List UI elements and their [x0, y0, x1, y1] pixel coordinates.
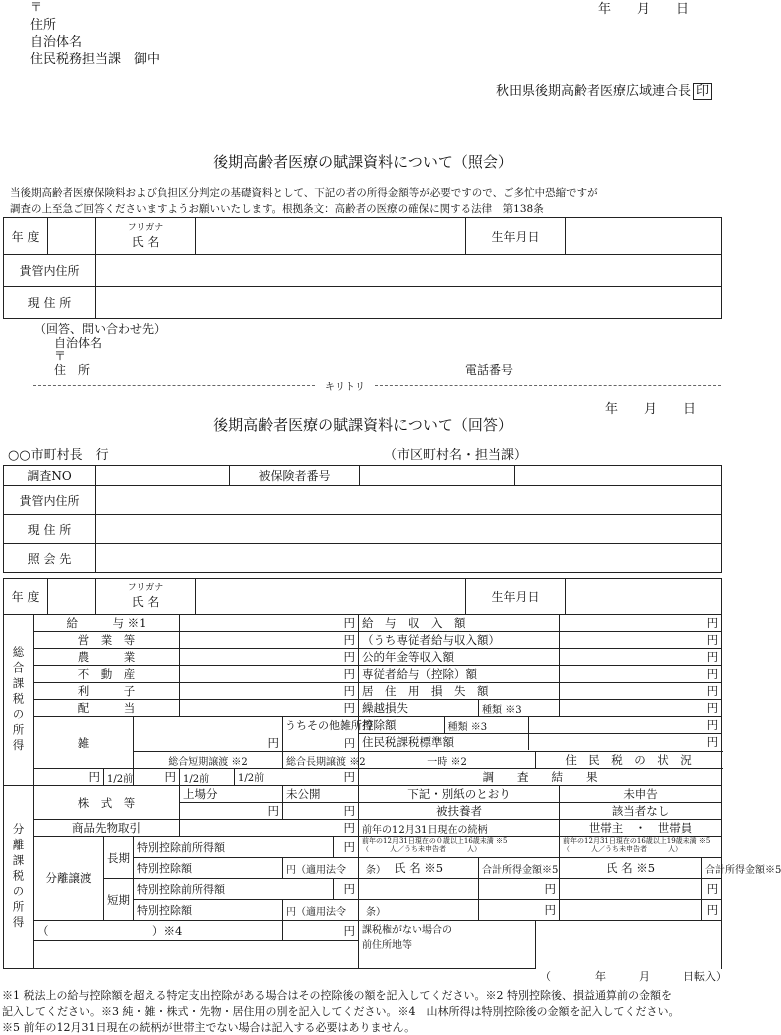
answer-from: （市区町村名・担当課）: [384, 448, 528, 463]
insured-no-label: 被保険者番号: [230, 466, 360, 486]
agriculture-label: 農 業: [34, 649, 180, 666]
salary-income-value[interactable]: 円: [560, 615, 722, 632]
temporary-value[interactable]: 円: [343, 770, 356, 784]
answer-furigana-label: フリガナ: [127, 583, 164, 593]
inquiry-birth-label: 生年月日: [466, 218, 566, 255]
tax-base-label: 住民税課税標準額: [359, 734, 528, 751]
deduction-kind-label: 種類 ※3: [444, 717, 528, 734]
under16-label: 前年の12月31日現在の０歳以上16歳未満 ※5: [362, 837, 508, 845]
interest-label: 利 子: [34, 683, 180, 700]
short-transfer-value[interactable]: 円: [34, 769, 104, 786]
long-transfer-label: 総合長期譲渡 ※2: [283, 752, 359, 769]
total-income5-label-2: 合計所得金額※5: [702, 858, 722, 879]
agriculture-value[interactable]: 円: [180, 649, 359, 666]
salary-value[interactable]: 円: [180, 615, 359, 632]
insured-no-field[interactable]: [360, 466, 515, 486]
inquiry-body-1: 当後期高齢者医療保険料および負担区分判定の基礎資料として、下記の者の所得金額等が必要ですので、ご多忙中恐縮ですが: [10, 187, 598, 199]
contact-postal: 〒: [54, 349, 67, 363]
name5-field-1[interactable]: [359, 879, 479, 900]
address-label: 住所: [30, 18, 57, 33]
tax-status-label: 住 民 税 の 状 況: [536, 752, 722, 769]
misc-other-label: うちその他雑所得: [285, 719, 374, 732]
answer-current-address-field[interactable]: [96, 515, 722, 544]
comprehensive-section-label: 総合課税の所得: [4, 615, 34, 786]
temporary-cell: [235, 769, 359, 786]
empty-bottom-left: [34, 941, 359, 969]
transfer-label: 分離譲渡: [34, 837, 104, 921]
top-date: 年 月 日: [598, 2, 690, 17]
answer-name-table: [3, 578, 722, 615]
contact-heading: （回答、問い合わせ先）: [34, 322, 167, 336]
moved-in-date[interactable]: （ 年 月 日転入）: [540, 970, 727, 983]
contact-phone: 電話番号: [465, 363, 514, 377]
real-estate-label: 不 動 産: [34, 666, 180, 683]
deduction-base-subtable: [359, 717, 721, 750]
carryover-loss-value[interactable]: 円: [560, 700, 722, 717]
survey-result-label: 調 査 結 果: [359, 769, 722, 786]
long-half-label: 1/2前: [180, 769, 235, 786]
answer-year-field[interactable]: [48, 579, 96, 615]
business-label: 営 業 等: [34, 632, 180, 649]
total-income5-value-3[interactable]: 円: [479, 900, 560, 921]
contact-address: 住 所: [54, 363, 91, 377]
carryover-kind-label: 種類 ※3: [479, 700, 560, 717]
unlisted-value[interactable]: 円: [283, 803, 359, 820]
inquiry-year-field[interactable]: [48, 218, 96, 255]
misc-value[interactable]: 円: [134, 717, 283, 752]
survey-no-label: 調査NO: [4, 466, 96, 486]
temporary-half-label: 1/2前: [238, 773, 265, 784]
answer-current-address-label: 現 住 所: [4, 515, 96, 544]
answer-birth-label: 生年月日: [466, 579, 566, 615]
listed-value[interactable]: 円: [180, 803, 283, 820]
long-before-special-label: 特別控除前所得額: [134, 837, 334, 858]
dividend-label: 配 当: [34, 700, 180, 717]
deduction-amount-label: 控除額: [359, 717, 444, 734]
cut-line-right: [375, 385, 721, 386]
misc-other-value[interactable]: 円: [344, 737, 356, 750]
family-salary-income-label: （うち専従者給与収入額）: [359, 632, 560, 649]
business-value[interactable]: 円: [180, 632, 359, 649]
insured-no-extra[interactable]: [515, 466, 722, 486]
answer-title: 後期高齢者医療の賦課資料について（回答）: [213, 416, 513, 434]
inquiry-current-address-field[interactable]: [96, 287, 722, 319]
answer-name-field[interactable]: [196, 579, 466, 615]
cut-label: キリトリ: [325, 382, 365, 393]
over16-count[interactable]: （ 人／うち未申告者 人）: [563, 845, 683, 853]
deduction-amount-value[interactable]: 円: [528, 717, 721, 734]
cut-line-left: [33, 385, 315, 386]
under16-cell[interactable]: [359, 837, 560, 858]
short-term-label: 短期: [104, 879, 134, 921]
public-pension-value[interactable]: 円: [560, 649, 722, 666]
answer-to: ○○市町村長 行: [8, 448, 109, 463]
income-table: [3, 614, 781, 969]
short-special-label: 特別控除額: [134, 900, 283, 921]
unlisted-label: 未公開: [283, 786, 359, 803]
stocks-label: 株 式 等: [34, 786, 180, 820]
residential-loss-value[interactable]: 円: [560, 683, 722, 700]
misc-label: 雑: [34, 717, 134, 769]
real-estate-value[interactable]: 円: [180, 666, 359, 683]
interest-value[interactable]: 円: [180, 683, 359, 700]
long-special-label: 特別控除額: [134, 858, 283, 879]
note-1: ※1 税法上の給与控除額を超える特定支出控除がある場合はその控除後の額を記入してください。※2 特別控除後、損益通算前の金額を: [2, 989, 672, 1002]
inquiry-year-label: 年 度: [4, 218, 48, 255]
listed-label: 上場分: [180, 786, 283, 803]
prev-address-label-2: 前住所地等: [362, 940, 413, 951]
name5-field-2[interactable]: [560, 879, 702, 900]
answer-header-table: [3, 465, 722, 573]
dept-label: 住民税務担当課 御中: [30, 52, 161, 67]
deduction-base-cell: [359, 717, 722, 752]
answer-year-label: 年 度: [4, 579, 48, 615]
inquiry-name-label: フリガナ 氏 名: [96, 218, 196, 255]
name5-label-2: 氏 名 ※5: [560, 858, 702, 879]
answer-birth-field[interactable]: [566, 579, 722, 615]
contact-municipality: 自治体名: [54, 336, 103, 350]
long-transfer-value[interactable]: 円: [134, 769, 180, 786]
seal-mark: 印: [693, 83, 712, 100]
public-pension-label: 公的年金等収入額: [359, 649, 560, 666]
temporary-label: 一時 ※2: [359, 752, 536, 769]
short-before-special-label: 特別控除前所得額: [134, 879, 334, 900]
answer-date: 年 月 日: [605, 402, 697, 417]
inquiry-name-field[interactable]: [196, 218, 466, 255]
total-income5-value-4[interactable]: 円: [702, 900, 722, 921]
survey-no-field[interactable]: [96, 466, 230, 486]
futures-label: 商品先物取引: [34, 820, 180, 837]
misc-other-cell[interactable]: [283, 717, 374, 752]
family-salary-deduction-label: 専従者給与（控除）額: [359, 666, 560, 683]
futures-value[interactable]: 円: [180, 820, 359, 837]
sender-name: [496, 80, 712, 99]
tax-base-value[interactable]: 円: [706, 735, 719, 749]
salary-label: 給 与 ※1: [34, 615, 180, 632]
residential-loss-label: 居 住 用 損 失 額: [359, 683, 560, 700]
prev-address-label: 課税権がない場合の: [362, 925, 453, 936]
family-salary-income-value[interactable]: 円: [560, 632, 722, 649]
inquiry-current-address-label: 現 住 所: [4, 287, 96, 319]
reference-field[interactable]: [96, 544, 722, 573]
not-applicable-label: 該当者なし: [560, 803, 722, 820]
short-transfer-label: 総合短期譲渡 ※2: [134, 752, 283, 769]
long-before-special-value[interactable]: 円: [334, 837, 359, 858]
total-income5-label-1: 合計所得金額※5: [479, 858, 560, 879]
answer-jurisdiction-label: 貴管内住所: [4, 486, 96, 515]
inquiry-table: [3, 217, 722, 319]
short-before-special-value[interactable]: 円: [334, 879, 359, 900]
separate-section-label: 分離課税の所得: [4, 786, 34, 969]
postal-mark: 〒: [30, 0, 43, 14]
long-term-label: 長期: [104, 837, 134, 879]
relation-label: 前年の12月31日現在の続柄: [359, 820, 560, 837]
dependent-label: 被扶養者: [359, 803, 560, 820]
under16-count[interactable]: （ 人／うち未申告者 人）: [362, 845, 482, 853]
note-3: ※5 前年の12月31日現在の続柄が世帯主でない場合は記入する必要はありません。: [2, 1021, 416, 1034]
other4-label: （ ）※4: [34, 921, 283, 941]
inquiry-birth-field[interactable]: [566, 218, 722, 255]
short-half-label: 1/2前: [104, 769, 134, 786]
municipality-label: 自治体名: [30, 35, 83, 50]
carryover-loss-label: 繰越損失: [359, 700, 479, 717]
dividend-value[interactable]: 円: [180, 700, 359, 717]
not-filed-label: 未申告: [560, 786, 722, 803]
inquiry-body-2: 調査の上至急ご回答くださいますようお願いいたします。根拠条文：高齢者の医療の確保に関する法律 第138条: [10, 203, 544, 215]
relation-value[interactable]: 世帯主 ・ 世帯員: [560, 820, 722, 837]
sender-label: 秋田県後期高齢者医療広域連合長: [496, 84, 692, 99]
other4-value[interactable]: 円: [283, 921, 359, 941]
over16-label: 前年の12月31日現在の16歳以上19歳未満 ※5: [563, 837, 711, 845]
per-attached-label: 下記・別紙のとおり: [359, 786, 560, 803]
family-salary-deduction-value[interactable]: 円: [560, 666, 722, 683]
answer-jurisdiction-field[interactable]: [96, 486, 722, 515]
over16-cell[interactable]: [560, 837, 722, 858]
inquiry-furigana-label: フリガナ: [127, 222, 164, 233]
total-income5-value-1[interactable]: 円: [479, 879, 560, 900]
total-income5-value-2[interactable]: 円: [702, 879, 722, 900]
inquiry-jurisdiction-field[interactable]: [96, 255, 722, 287]
salary-income-label: 給 与 収 入 額: [359, 615, 560, 632]
answer-name-label: フリガナ 氏 名: [96, 579, 196, 615]
short-special-value[interactable]: 円（適用法令 条）: [283, 900, 359, 921]
inquiry-title: 後期高齢者医療の賦課資料について（照会）: [213, 153, 513, 171]
prev-address-cell: [359, 921, 536, 969]
prev-address-field[interactable]: [536, 921, 722, 969]
name5-label-1: 氏 名 ※5: [359, 858, 479, 879]
long-special-value[interactable]: 円（適用法令 条）: [283, 858, 359, 879]
name5-field-4[interactable]: [560, 900, 702, 921]
note-2: 記入してください。※3 純・雑・株式・先物・居住用の別を記入してください。※4 山林所得は特別控除後の金額を記入してください。: [2, 1005, 680, 1018]
reference-label: 照 会 先: [4, 544, 96, 573]
inquiry-jurisdiction-label: 貴管内住所: [4, 255, 96, 287]
